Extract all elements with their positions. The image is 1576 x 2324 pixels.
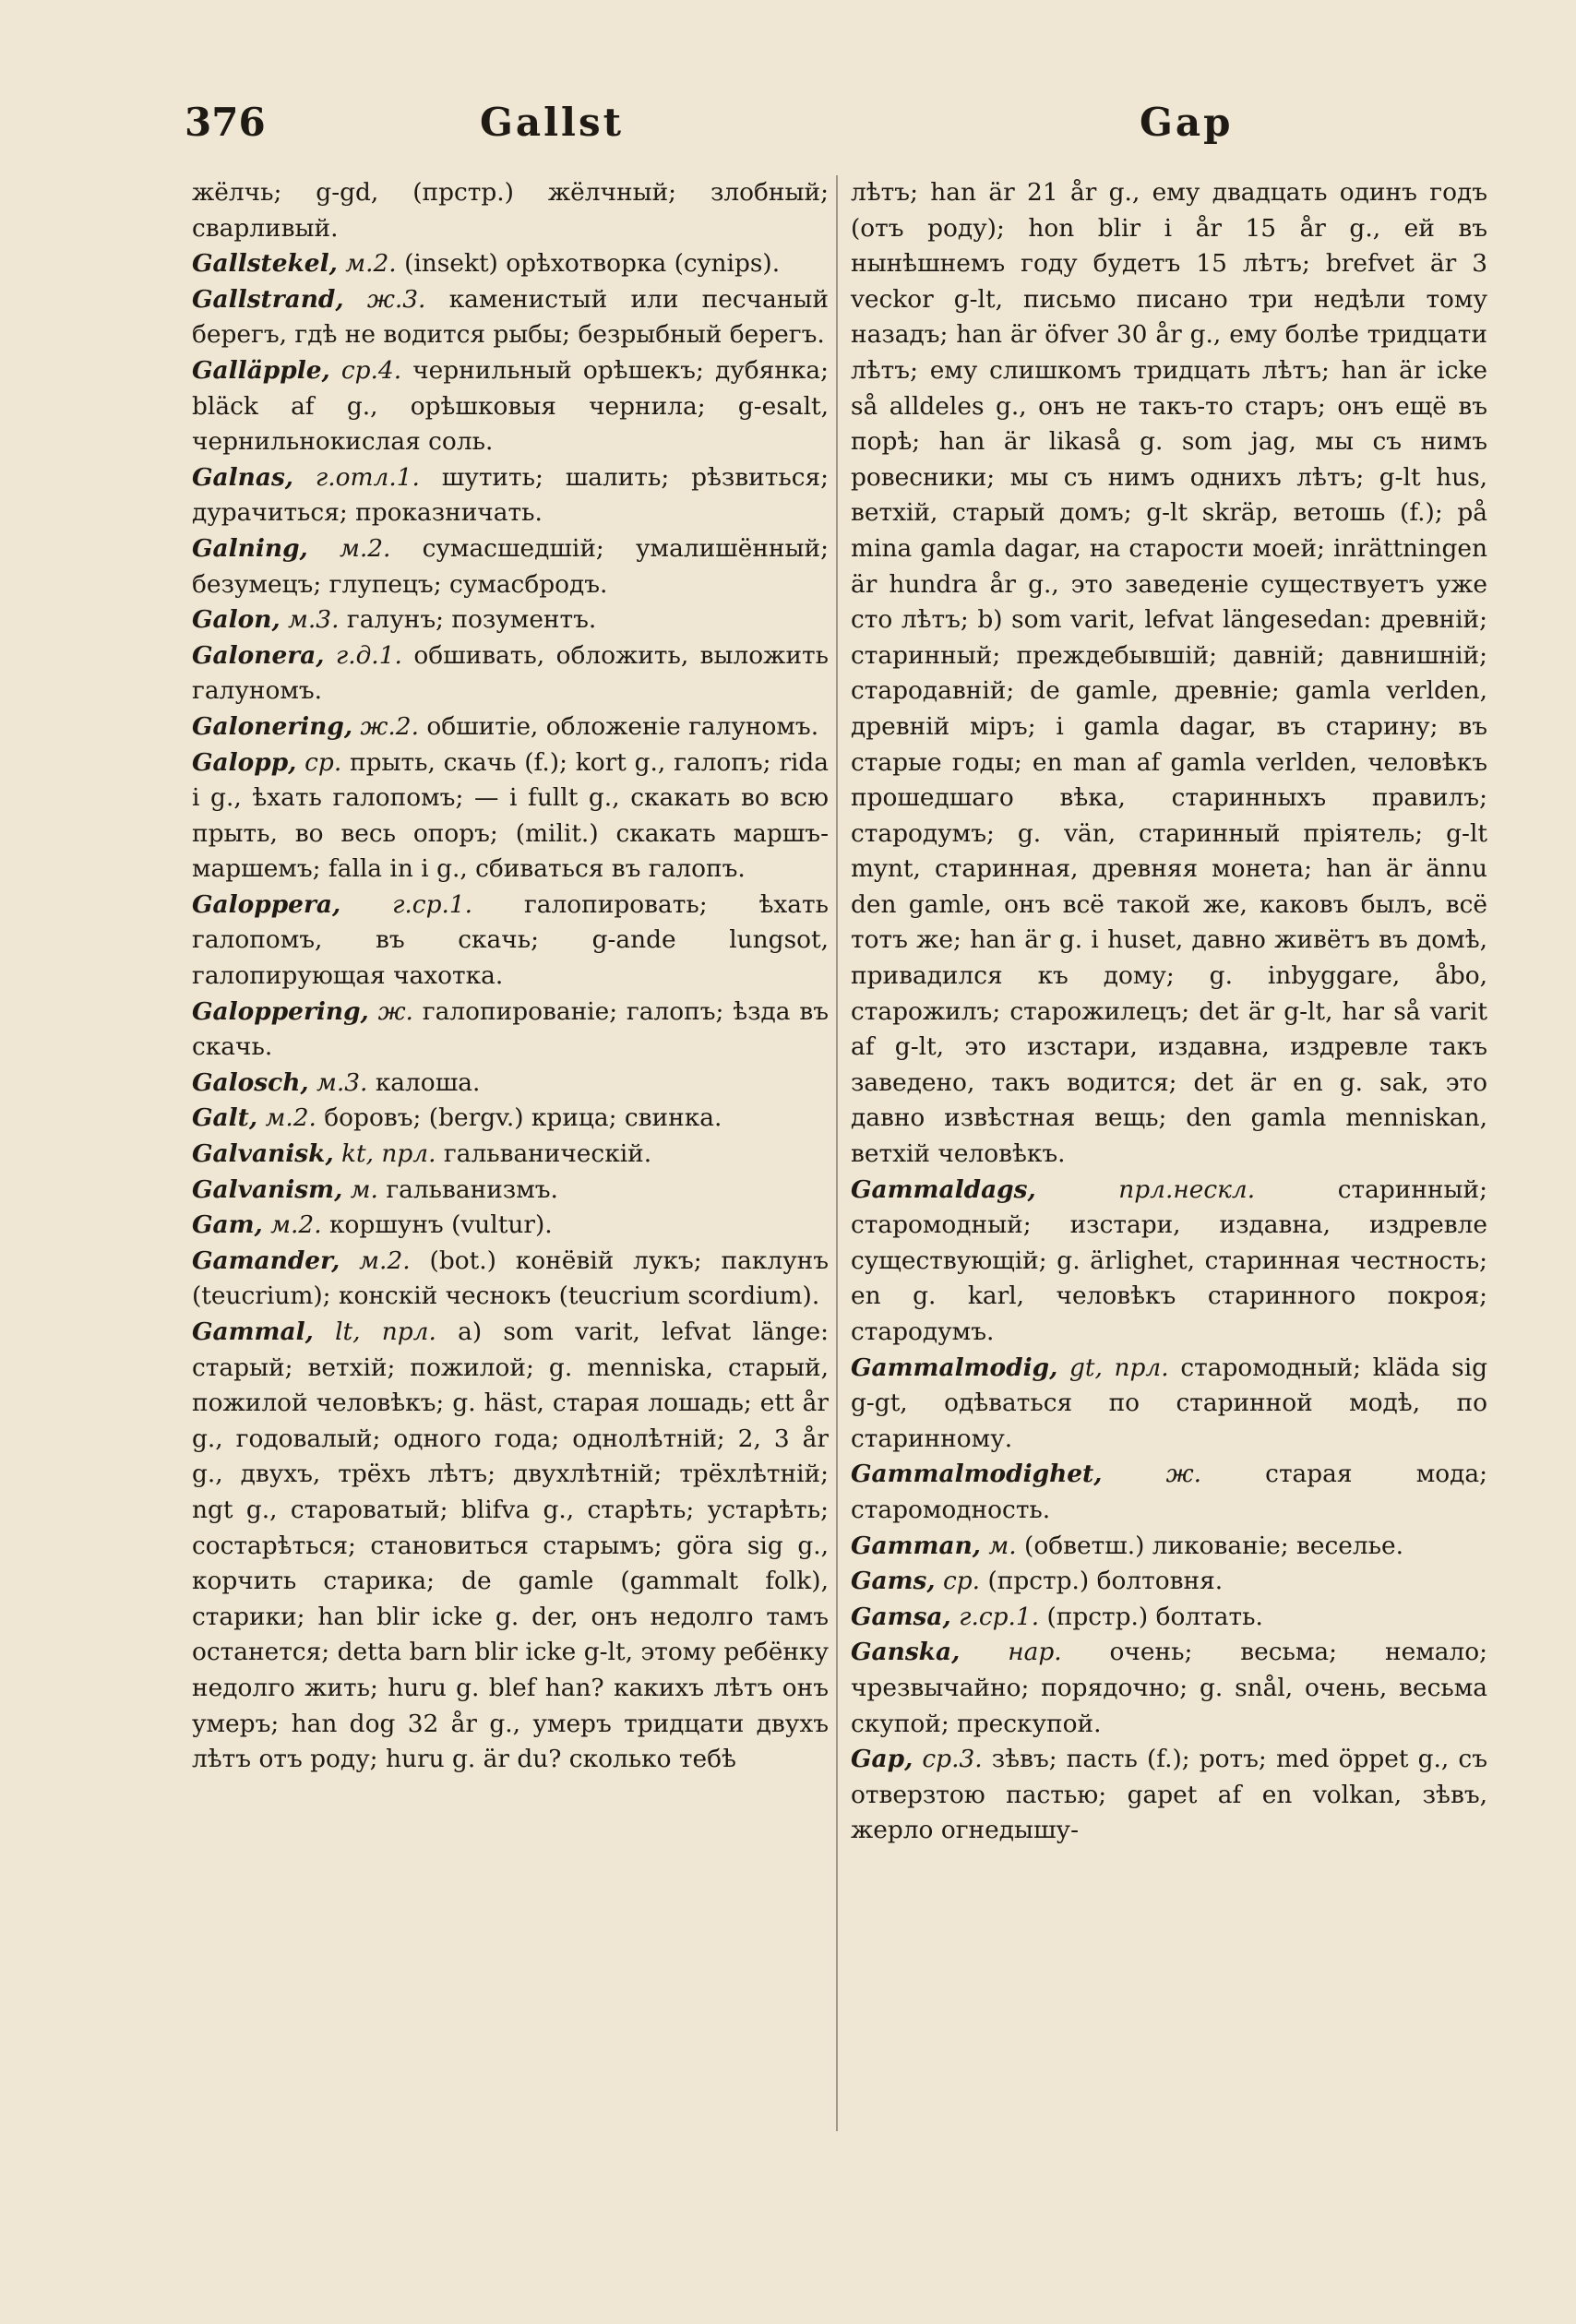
dictionary-entry: [192, 1244, 829, 1315]
entry-grammar: ж.: [377, 996, 413, 1026]
entry-headword: Gap,: [851, 1745, 913, 1774]
dictionary-entry: [192, 246, 829, 282]
entry-headword: Galläpple,: [192, 355, 330, 385]
entry-definition: сумасшедшій; умалишённый; безумецъ; глупецъ; сумасбродъ.: [192, 533, 829, 599]
entry-grammar: м.2.: [270, 1210, 322, 1240]
entry-definition: гальваническій.: [443, 1139, 652, 1169]
entry-definition: a) som varit, lefvat länge: старый; ветхій; пожилой; g. menniska, старый, пожилой человѣкъ; g. häst, старая лошадь; ett år g., годовалый; одного года; однолѣтній; 2, 3 år g., двухъ, трёхъ лѣтъ; двухлѣтній; трёхлѣтній; ngt g., староватый; blifva g., старѣть; устарѣть; состарѣться; становиться старымъ; göra sig g., корчить старика; de gamle (gammalt folk), старики; han blir icke g. der, онъ недолго тамъ останется; detta barn blir icke g-lt, этому ребёнку недолго жить; huru g. blef han? какихъ лѣтъ онъ умеръ; han dog 32 år g., умеръ тридцати двухъ лѣтъ отъ роду; huru g. är du? сколько тебѣ: [192, 1317, 829, 1774]
left-column: [192, 175, 829, 1778]
entry-headword: Galvanism,: [192, 1174, 343, 1204]
dictionary-entry: [192, 175, 829, 246]
entry-grammar: м.2.: [345, 249, 397, 279]
dictionary-entry: [851, 1742, 1487, 1849]
entry-headword: Galoppering,: [192, 996, 369, 1026]
dictionary-entry: [192, 709, 829, 745]
dictionary-entry: [851, 1529, 1487, 1565]
entry-grammar: г.д.1.: [335, 640, 402, 670]
entry-headword: Galon,: [192, 605, 281, 635]
entry-definition: галопировать; ѣхать галопомъ, въ скачь; g-ande lungsot, галопирующая чахотка.: [192, 889, 830, 991]
entry-grammar: г.ср.1.: [392, 889, 473, 919]
entry-headword: Gams,: [851, 1567, 936, 1596]
entry-definition: галопированіе; галопъ; ѣзда въ скачь.: [192, 996, 830, 1062]
entry-grammar: м.3.: [288, 605, 340, 635]
dictionary-entry: [192, 282, 829, 353]
dictionary-entry: [192, 460, 829, 531]
entry-definition: гальванизмъ.: [386, 1174, 558, 1204]
dictionary-entry: [192, 995, 829, 1066]
entry-headword: Gamsa,: [851, 1602, 951, 1631]
entry-definition: зѣвъ; пасть (f.); ротъ; med öppet g., съ отверзтою пастью; gapet af en volkan, зѣвъ, жерло огнедышу-: [851, 1745, 1487, 1845]
entry-grammar: ж.2.: [360, 711, 419, 741]
entry-headword: Gammalmodighet,: [851, 1460, 1103, 1489]
right-column: [851, 175, 1487, 1849]
dictionary-entry: [851, 175, 1487, 1173]
entry-definition: жёлчь; g-gd, (прстр.) жёлчный; злобный; сварливый.: [192, 178, 829, 243]
entry-grammar: нар.: [1008, 1638, 1062, 1667]
dictionary-entry: [192, 353, 829, 460]
entry-grammar: ж.3.: [366, 284, 426, 314]
entry-definition: (прстр.) болтовня.: [987, 1567, 1224, 1596]
entry-grammar: ср.3.: [922, 1745, 983, 1774]
dictionary-entry: [192, 1173, 829, 1209]
entry-definition: старая мода; старомодность.: [851, 1460, 1488, 1524]
dictionary-entry: [192, 638, 829, 709]
entry-grammar: ср.4.: [340, 355, 402, 385]
entry-definition: (bot.) конёвій лукъ; паклунъ (teucrium); конскій чеснокъ (teucrium scordium).: [192, 1245, 830, 1311]
entry-definition: (insekt) орѣхотворка (cynips).: [404, 249, 781, 279]
entry-definition: обшивать, обложить, выложить галуномъ.: [192, 640, 829, 706]
dictionary-entry: [192, 745, 829, 888]
entry-definition: прыть, скачь (f.); kort g., галопъ; rida i g., ѣхать галопомъ; — i fullt g., скакать во всю прыть, во весь опоръ; (milit.) скакать маршъ-маршемъ; falla in i g., сбиваться въ галопъ.: [192, 747, 830, 884]
dictionary-entry: [851, 1457, 1487, 1528]
dictionary-entry: [192, 1066, 829, 1102]
entry-headword: Gammalmodig,: [851, 1353, 1058, 1382]
entry-definition: обшитіе, обложеніе галуномъ.: [426, 711, 819, 741]
entry-definition: старомодный; kläda sig g-gt, одѣваться по старинной модѣ, по старинному.: [851, 1353, 1488, 1453]
entry-grammar: м.: [350, 1174, 378, 1204]
entry-grammar: ср.: [943, 1567, 981, 1596]
entry-headword: Galoppera,: [192, 889, 341, 919]
entry-headword: Galopp,: [192, 747, 297, 777]
entry-grammar: прл.нескл.: [1118, 1174, 1256, 1204]
dictionary-entry: [192, 1315, 829, 1778]
entry-grammar: м.2.: [339, 533, 391, 563]
entry-definition: коршунъ (vultur).: [328, 1210, 553, 1240]
entry-grammar: gt, прл.: [1069, 1353, 1169, 1382]
entry-headword: Ganska,: [851, 1638, 961, 1667]
entry-grammar: м.: [988, 1531, 1017, 1560]
entry-definition: чернильный орѣшекъ; дубянка; bläck af g., орѣшковыя чернила; g-esalt, чернильнокислая соль.: [192, 355, 830, 457]
entry-definition: шутить; шалить; рѣзвиться; дурачиться; проказничать.: [192, 462, 830, 528]
entry-definition: (обветш.) ликованіе; веселье.: [1024, 1531, 1404, 1560]
entry-headword: Gammal,: [192, 1317, 314, 1346]
entry-headword: Galnas,: [192, 462, 293, 492]
entry-headword: Galning,: [192, 533, 308, 563]
dictionary-entry: [192, 1137, 829, 1173]
dictionary-entry: [851, 1564, 1487, 1600]
entry-headword: Gallstrand,: [192, 284, 344, 314]
entry-grammar: м.3.: [316, 1067, 368, 1097]
entry-grammar: м.2.: [265, 1103, 316, 1133]
dictionary-entry: [851, 1173, 1487, 1351]
dictionary-entry: [192, 531, 829, 602]
entry-headword: Galonering,: [192, 711, 353, 741]
entry-headword: Gammaldags,: [851, 1174, 1036, 1204]
entry-definition: (прстр.) болтать.: [1046, 1602, 1263, 1631]
entry-definition: старинный; старомодный; изстари, издавна, издревле существующій; g. ärlighet, старинная честность; en g. karl, человѣкъ старинного покроя; стародумъ.: [851, 1174, 1488, 1346]
entry-headword: Gam,: [192, 1210, 263, 1240]
entry-headword: Gamman,: [851, 1531, 981, 1560]
entry-grammar: м.2.: [359, 1245, 411, 1275]
dictionary-entry: [851, 1600, 1487, 1636]
entry-definition: очень; весьма; немало; чрезвычайно; порядочно; g. snål, очень, весьма скупой; прескупой.: [851, 1638, 1488, 1738]
entry-headword: Galonera,: [192, 640, 325, 670]
dictionary-entry: [851, 1635, 1487, 1742]
entry-definition: каменистый или песчаный берегъ, гдѣ не водится рыбы; безрыбный берегъ.: [192, 284, 830, 350]
entry-headword: Galt,: [192, 1103, 258, 1133]
entry-grammar: г.ср.1.: [959, 1602, 1040, 1631]
entry-grammar: г.отл.1.: [315, 462, 420, 492]
entry-definition: боровъ; (bergv.) крица; свинка.: [324, 1103, 722, 1133]
left-guide-word: Gallst: [480, 100, 625, 145]
entry-grammar: lt, прл.: [335, 1317, 436, 1346]
dictionary-entry: [192, 888, 829, 995]
entry-definition: лѣтъ; han är 21 år g., ему двадцать одинъ годъ (отъ роду); hon blir i år 15 år g., ей въ нынѣшнемъ году будетъ 15 лѣтъ; brefvet är 3 veckor g-lt, письмо писано три недѣли тому назадъ; han är öfver 30 år g., ему болѣе тридцати лѣтъ; ему слишкомъ тридцать лѣтъ; han är icke så alldeles g., онъ не такъ-то старъ; онъ ещё въ порѣ; han är likaså g. som jag, мы съ нимъ ровесники; мы съ нимъ одниxъ лѣтъ; g-lt hus, ветхій, старый домъ; g-lt skräp, ветошь (f.); på mina gamla dagar, на старости моей; inrättningen är hundra år g., это заведеніе существуетъ уже сто лѣтъ; b) som varit, lefvat längesedan: древній; старинный; преждебывшій; давній; давнишній; стародавній; de gamle, древніе; gamla verlden, древній міръ; i gamla dagar, въ старину; въ старые годы; en man af gamla verlden, человѣкъ прошедшаго вѣка, старинныхъ правилъ; стародумъ; g. vän, старинный пріятель; g-lt mynt, старинная, древняя монета; han är ännu den gamle, онъ всё такой же, каковъ былъ, всё тотъ же; han är g. i huset, давно живётъ въ домѣ, привадился къ дому; g. inbyggare, åbo, старожилъ; старожилецъ; det är g-lt, har så varit af g-lt, это изстари, издавна, издревле такъ заведено, такъ водится; det är en g. sak, это давно извѣстная вещь; den gamla menniskan, ветхій человѣкъ.: [851, 178, 1487, 1169]
column-divider: [836, 175, 838, 2131]
dictionary-entry: [192, 602, 829, 638]
entry-grammar: ж.: [1165, 1460, 1201, 1489]
running-header: [0, 100, 1576, 155]
dictionary-entry: [192, 1101, 829, 1137]
entry-grammar: kt, прл.: [341, 1139, 436, 1169]
entry-headword: Gamander,: [192, 1245, 340, 1275]
entry-headword: Galvanisk,: [192, 1139, 334, 1169]
page-number: 376: [185, 100, 266, 145]
entry-headword: Gallstekel,: [192, 249, 338, 279]
dictionary-entry: [851, 1351, 1487, 1458]
entry-definition: калоша.: [375, 1067, 481, 1097]
right-guide-word: Gap: [1140, 100, 1234, 145]
dictionary-entry: [192, 1208, 829, 1244]
entry-headword: Galosch,: [192, 1067, 309, 1097]
entry-grammar: ср.: [304, 747, 342, 777]
entry-definition: галунъ; позументъ.: [346, 605, 597, 635]
